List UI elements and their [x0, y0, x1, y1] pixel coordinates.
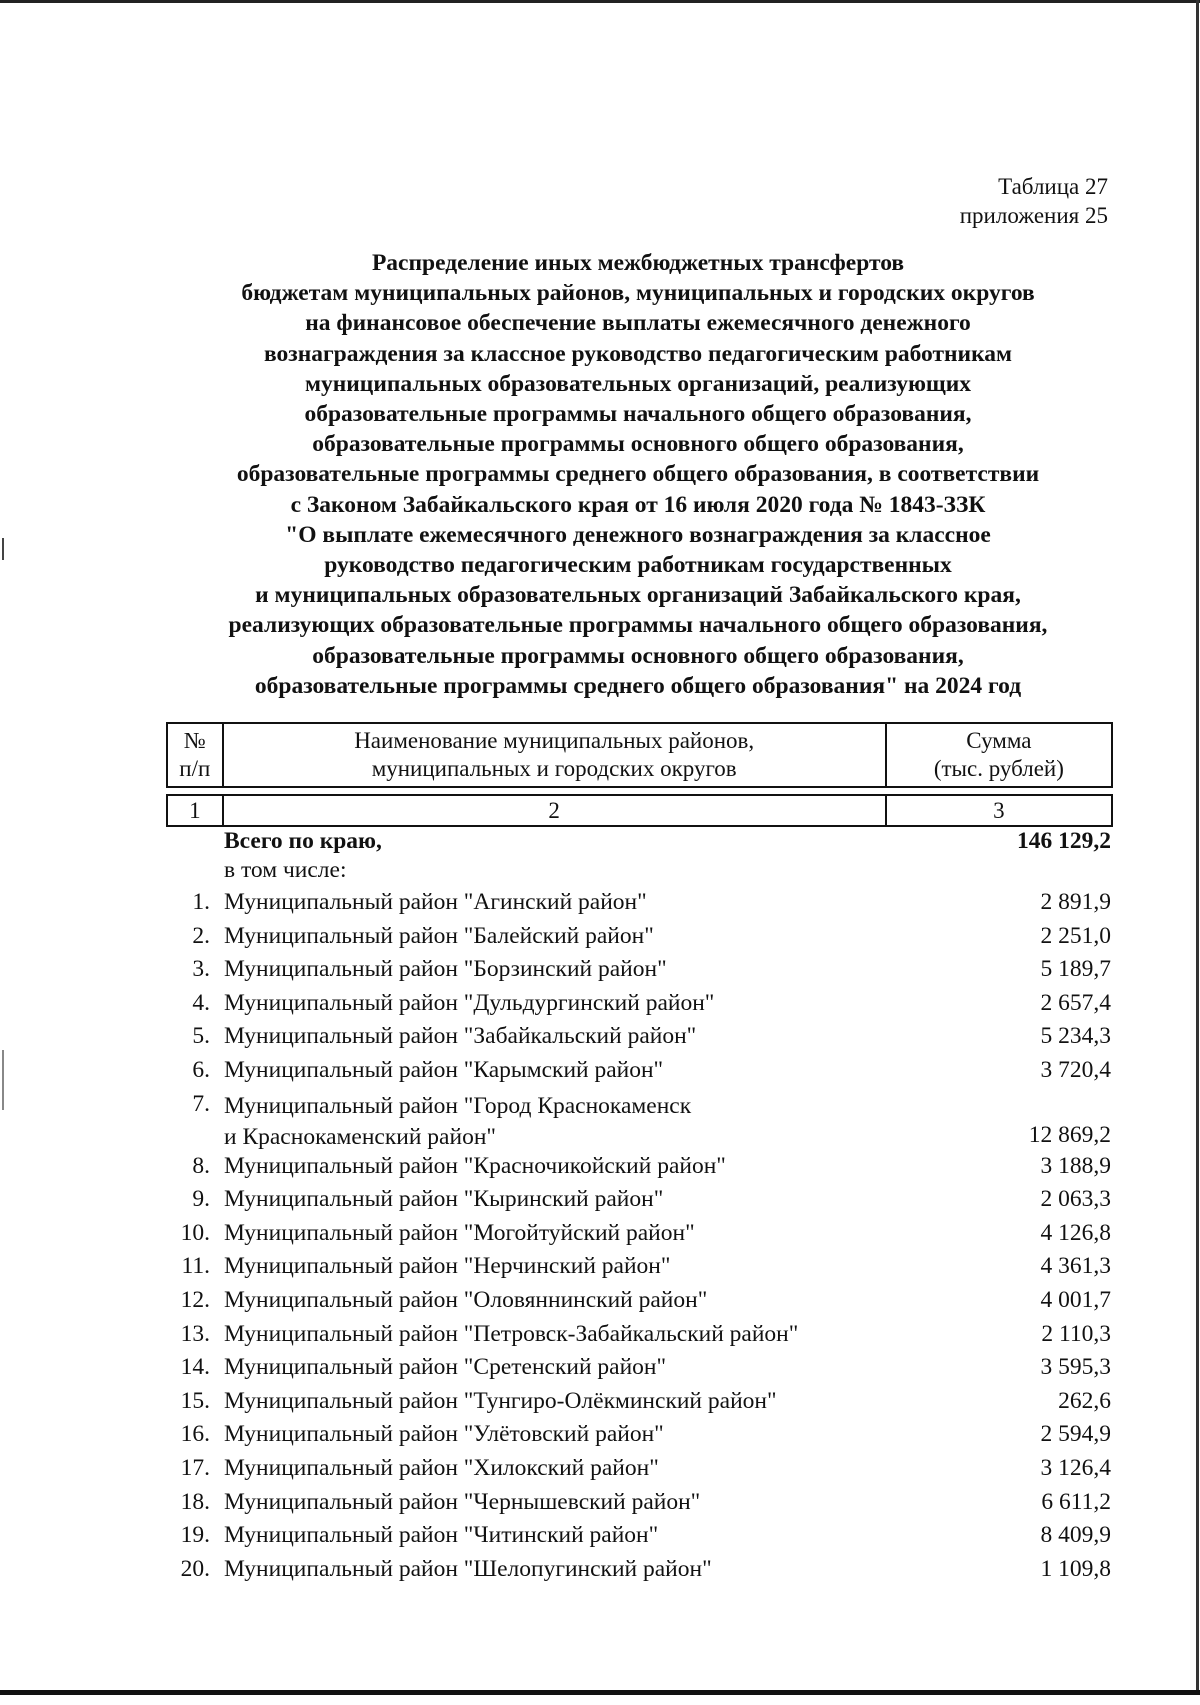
table-row — [166, 956, 1113, 990]
district-name — [224, 956, 667, 983]
row-number: 13. — [180, 1320, 210, 1347]
table-row — [166, 1186, 1113, 1220]
district-list — [166, 889, 1113, 1589]
amount-value: 4 126,8 — [1040, 1219, 1111, 1246]
district-name — [224, 1023, 696, 1050]
district-name — [224, 1186, 663, 1213]
total-value: 146 129,2 — [1017, 828, 1111, 854]
amount-value: 8 409,9 — [1040, 1522, 1111, 1549]
district-name — [224, 1522, 658, 1549]
column-index-2: 2 — [223, 795, 886, 826]
amount-value: 2 063,3 — [1040, 1186, 1111, 1213]
row-number: 5. — [192, 1023, 210, 1050]
table-number: Таблица 27 — [998, 174, 1108, 199]
row-number: 19. — [180, 1522, 210, 1549]
amount-value: 2 110,3 — [1041, 1320, 1111, 1347]
table-row — [166, 1354, 1113, 1388]
table-row — [166, 1556, 1113, 1590]
district-name-line: Муниципальный район "Кыринский район" — [224, 1186, 664, 1213]
district-name-line: Муниципальный район "Забайкальский район" — [224, 1023, 697, 1050]
title-line: руководство педагогическим работникам государственных — [324, 552, 952, 579]
title-line: с Законом Забайкальского края от 16 июля 2020 года № 1843-ЗЗК — [290, 491, 986, 518]
table-row — [166, 1321, 1113, 1355]
row-number: 11. — [181, 1253, 210, 1280]
row-number: 20. — [180, 1555, 210, 1582]
table-reference — [960, 172, 1108, 230]
header-name-cell: Наименование муниципальных районов, муниципальных и городских округов — [223, 723, 886, 787]
row-number: 9. — [192, 1186, 210, 1213]
amount-value: 4 001,7 — [1040, 1286, 1111, 1313]
district-name-line: Муниципальный район "Хилокский район" — [224, 1454, 659, 1481]
scan-mark-left-lower — [2, 1050, 4, 1110]
title-line: образовательные программы начального общего образования, — [304, 401, 972, 428]
column-index-3: 3 — [886, 795, 1112, 826]
amount-value: 2 891,9 — [1040, 889, 1111, 915]
district-name-line: Муниципальный район "Агинский район" — [224, 889, 647, 915]
district-name — [224, 1388, 777, 1415]
district-name-line: Муниципальный район "Чернышевский район" — [224, 1488, 701, 1515]
district-name-line: Муниципальный район "Шелопугинский район" — [224, 1555, 712, 1582]
table-row — [166, 1023, 1113, 1057]
row-number: 16. — [180, 1421, 210, 1448]
amount-value: 1 109,8 — [1040, 1555, 1111, 1582]
district-name-line: Муниципальный район "Красночикойский район" — [224, 1152, 726, 1179]
amount-value: 2 251,0 — [1040, 922, 1111, 949]
district-name — [224, 1287, 707, 1314]
row-number: 18. — [180, 1488, 210, 1515]
header-number-cell: № п/п — [167, 723, 223, 787]
district-name-line: Муниципальный район "Петровск-Забайкальский район" — [224, 1320, 799, 1347]
table-row — [166, 1388, 1113, 1422]
district-name — [224, 1556, 712, 1583]
row-number: 14. — [180, 1354, 210, 1381]
title-line: Распределение иных межбюджетных трансфертов — [371, 250, 905, 276]
table-row — [166, 1153, 1113, 1187]
district-name-line: Муниципальный район "Сретенский район" — [224, 1354, 667, 1381]
scan-right-edge — [1196, 0, 1199, 1690]
row-number: 3. — [192, 956, 210, 983]
district-name-line: и Краснокаменский район" — [224, 1123, 496, 1150]
amount-value: 2 657,4 — [1040, 989, 1111, 1016]
district-name-line: Муниципальный район "Город Краснокаменск — [224, 1092, 692, 1119]
row-number: 7. — [192, 1090, 210, 1117]
district-name — [224, 889, 647, 916]
amount-value: 4 361,3 — [1040, 1253, 1111, 1280]
district-name-line: Муниципальный район "Читинский район" — [224, 1522, 659, 1549]
amount-value: 3 595,3 — [1040, 1354, 1111, 1381]
district-name-line: Муниципальный район "Оловяннинский район" — [224, 1286, 708, 1313]
district-name — [224, 1421, 664, 1448]
amount-value: 2 594,9 — [1040, 1421, 1111, 1448]
title-line: образовательные программы среднего общего образования, в соответствии — [236, 461, 1040, 488]
row-number: 12. — [180, 1286, 210, 1313]
amount-value: 3 126,4 — [1040, 1454, 1111, 1481]
amount-value: 6 611,2 — [1041, 1488, 1111, 1515]
title-line: и муниципальных образовательных организаций Забайкальского края, — [255, 582, 1021, 609]
table-row — [166, 1220, 1113, 1254]
table-row — [166, 1091, 1113, 1153]
amount-value: 3 188,9 — [1040, 1152, 1111, 1179]
table-row — [166, 1421, 1113, 1455]
district-name — [224, 1455, 659, 1482]
table-row — [166, 1253, 1113, 1287]
district-name — [224, 1321, 798, 1348]
district-name-line: Муниципальный район "Борзинский район" — [224, 956, 667, 983]
scan-mark-left — [2, 538, 4, 560]
total-label: Всего по краю, — [224, 828, 382, 854]
district-name — [224, 1153, 726, 1180]
title-line: "О выплате ежемесячного денежного вознаграждения за классное — [285, 521, 991, 548]
including-label: в том числе: — [224, 857, 347, 883]
row-number: 1. — [192, 889, 210, 915]
title-line: реализующих образовательные программы начального общего образования, — [228, 612, 1048, 639]
district-name — [224, 1253, 670, 1280]
amount-value: 12 869,2 — [1028, 1121, 1111, 1148]
title-line: вознаграждения за классное руководство педагогическим работникам — [263, 340, 1013, 367]
row-number: 17. — [180, 1454, 210, 1481]
row-number: 2. — [192, 922, 210, 949]
row-number: 6. — [192, 1056, 210, 1083]
district-name-line: Муниципальный район "Нерчинский район" — [224, 1253, 671, 1280]
district-name — [224, 1057, 663, 1084]
table-row — [166, 1455, 1113, 1489]
table-row — [166, 990, 1113, 1024]
district-name — [224, 1489, 700, 1516]
table-header — [166, 722, 1113, 827]
table-row — [166, 1057, 1113, 1091]
appendix-number: приложения 25 — [959, 203, 1108, 228]
scan-bottom-edge — [0, 1690, 1200, 1695]
district-name-line: Муниципальный район "Карымский район" — [224, 1056, 664, 1083]
title-line: образовательные программы основного общего образования, — [312, 431, 964, 458]
district-name-line: Муниципальный район "Улётовский район" — [224, 1421, 664, 1448]
row-number: 15. — [180, 1387, 210, 1414]
amount-value: 5 189,7 — [1040, 956, 1111, 983]
title-line: образовательные программы основного общего образования, — [312, 642, 964, 669]
district-name-line: Муниципальный район "Могойтуйский район" — [224, 1219, 695, 1246]
table-row — [166, 889, 1113, 923]
including-row — [166, 857, 1113, 889]
header-amount-cell: Сумма (тыс. рублей) — [886, 723, 1112, 787]
amount-value: 262,6 — [1058, 1387, 1111, 1414]
row-number: 10. — [180, 1219, 210, 1246]
district-name — [224, 1354, 666, 1381]
document-title — [160, 248, 1116, 701]
district-name — [224, 1091, 691, 1153]
amount-value: 5 234,3 — [1040, 1023, 1111, 1050]
column-index-1: 1 — [167, 795, 223, 826]
district-name — [224, 990, 714, 1017]
row-number: 4. — [192, 989, 210, 1016]
district-name-line: Муниципальный район "Балейский район" — [224, 922, 654, 949]
title-line: на финансовое обеспечение выплаты ежемесячного денежного — [305, 310, 971, 337]
row-number: 8. — [192, 1152, 210, 1179]
district-name-line: Муниципальный район "Дульдургинский район" — [224, 989, 715, 1016]
district-name-line: Муниципальный район "Тунгиро-Олёкминский район" — [224, 1387, 777, 1414]
title-line: образовательные программы среднего общего образования" на 2024 год — [254, 672, 1022, 699]
district-name — [224, 923, 654, 950]
table-row — [166, 1287, 1113, 1321]
title-line: муниципальных образовательных организаций, реализующих — [304, 370, 972, 397]
table-row — [166, 1489, 1113, 1523]
table-row — [166, 1522, 1113, 1556]
title-line: бюджетам муниципальных районов, муниципальных и городских округов — [241, 280, 1035, 307]
scan-top-edge — [0, 0, 1200, 3]
table-row — [166, 923, 1113, 957]
district-name — [224, 1220, 695, 1247]
table-body — [166, 828, 1113, 1589]
amount-value: 3 720,4 — [1040, 1056, 1111, 1083]
